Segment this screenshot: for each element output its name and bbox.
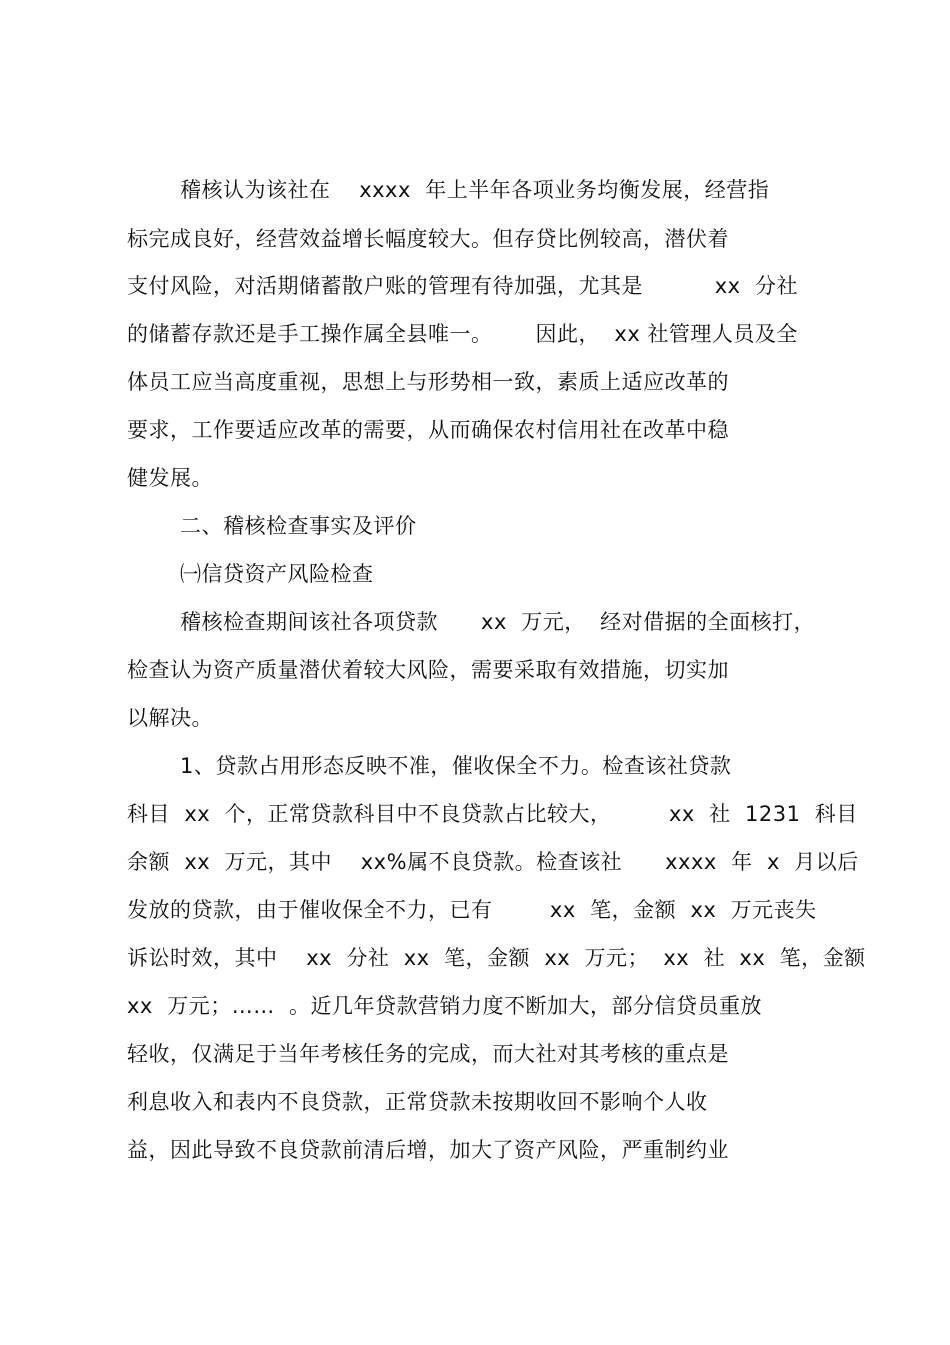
text-line-1: 稽核认为该社在 xxxx 年上半年各项业务均衡发展，经营指 [180,178,770,202]
text-line-20: 利息收入和表内不良贷款，正常贷款未按期收回不影响个人收 [127,1090,708,1114]
subsection-heading: ㈠信贷资产风险检查 [180,562,374,586]
text-line-11: 检查认为资产质量潜伏着较大风险，需要采取有效措施，切实加 [127,658,729,682]
text-line-19: 轻收，仅满足于当年考核任务的完成，而大社对其考核的重点是 [127,1042,729,1066]
text-line-7: 健发展。 [127,466,213,490]
text-line-13: 1、贷款占用形态反映不准，催收保全不力。检查该社贷款 [180,754,732,778]
text-line-21: 益，因此导致不良贷款前清后增，加大了资产风险，严重制约业 [127,1138,729,1162]
text-line-16: 发放的贷款，由于催收保全不力，已有 xx 笔，金额 xx 万元丧失 [127,898,817,922]
text-line-6: 要求，工作要适应改革的需要，从而确保农村信用社在改革中稳 [127,418,729,442]
text-line-17: 诉讼时效，其中 xx 分社 xx 笔，金额 xx 万元； xx 社 xx 笔，金额 [127,946,866,970]
text-line-12: 以解决。 [127,706,213,730]
text-line-4: 的储蓄存款还是手工操作属全县唯一。 因此， xx 社管理人员及全 [127,322,798,346]
text-line-18: xx 万元；…… 。近几年贷款营销力度不断加大，部分信贷员重放 [127,994,763,1018]
text-line-10: 稽核检查期间该社各项贷款 xx 万元， 经对借据的全面核打， [180,610,816,634]
text-line-2: 标完成良好，经营效益增长幅度较大。但存贷比例较高，潜伏着 [127,227,729,251]
text-line-15: 余额 xx 万元，其中 xx%属不良贷款。检查该社 xxxx 年 x 月以后 [127,850,859,874]
section-heading: 二、稽核检查事实及评价 [180,514,417,538]
text-line-5: 体员工应当高度重视，思想上与形势相一致，素质上适应改革的 [127,370,729,394]
text-line-3: 支付风险，对活期储蓄散户账的管理有待加强，尤其是 xx 分社 [127,274,798,298]
text-line-14: 科目 xx 个，正常贷款科目中不良贷款占比较大， xx 社 1231 科目 [127,802,858,826]
